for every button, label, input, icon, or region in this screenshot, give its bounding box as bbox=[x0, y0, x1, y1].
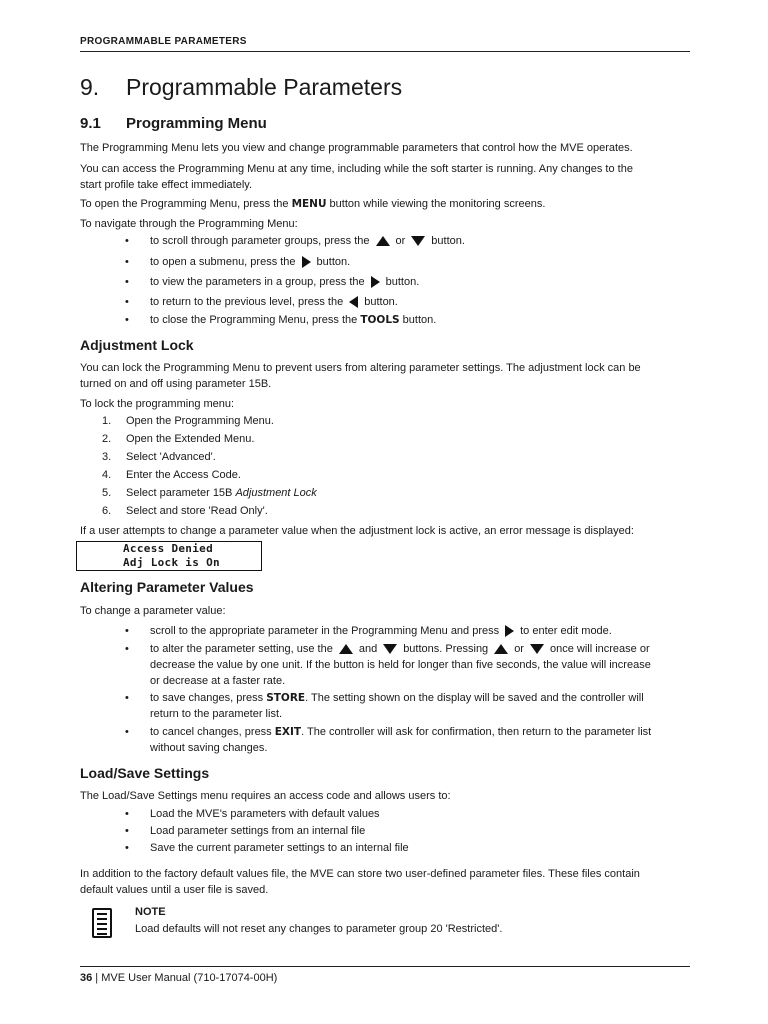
text: return to the parameter list. bbox=[150, 708, 283, 720]
bullet-dot: • bbox=[125, 314, 129, 326]
text: and bbox=[358, 643, 378, 655]
text: button while viewing the monitoring screens. bbox=[326, 198, 546, 210]
text: scroll to the appropriate parameter in the Programming Menu and press bbox=[150, 625, 500, 637]
left-arrow-icon bbox=[349, 296, 358, 308]
text: without saving changes. bbox=[150, 742, 268, 754]
note-document-icon bbox=[92, 908, 112, 938]
text: to open a submenu, press the bbox=[150, 256, 296, 268]
text: . The controller will ask for confirmation, then return to the parameter list bbox=[301, 726, 652, 738]
text: decrease the value by one unit. If the button is held for longer than five seconds, the value will increase bbox=[150, 659, 651, 671]
step-text: Open the Extended Menu. bbox=[126, 433, 255, 445]
up-arrow-icon bbox=[339, 644, 353, 654]
bullet-dot: • bbox=[125, 808, 129, 820]
load-save-heading: Load/Save Settings bbox=[80, 765, 210, 781]
intro-paragraph-2a: You can access the Programming Menu at any time, including while the soft starter is running. Any changes to the bbox=[80, 163, 633, 175]
step-text: Select and store 'Read Only'. bbox=[126, 505, 268, 517]
bullet-dot: • bbox=[125, 643, 129, 655]
down-arrow-icon bbox=[530, 644, 544, 654]
adjlock-paragraph-1a: You can lock the Programming Menu to prevent users from altering parameter settings. The adjustment lock can be bbox=[80, 362, 641, 374]
text: to return to the previous level, press the bbox=[150, 296, 344, 308]
nav-bullet-4 bbox=[150, 294, 690, 310]
section-title bbox=[80, 74, 402, 101]
text: . The setting shown on the display will be saved and the controller will bbox=[305, 692, 644, 704]
adjlock-paragraph-1b: turned on and off using parameter 15B. bbox=[80, 378, 272, 390]
text: to view the parameters in a group, press the bbox=[150, 276, 365, 288]
section-number: 9. bbox=[80, 74, 100, 100]
altering-paragraph-1: To change a parameter value: bbox=[80, 605, 226, 617]
nav-bullet-3 bbox=[150, 274, 690, 290]
document-title: MVE User Manual (710-17074-00H) bbox=[101, 972, 278, 984]
loadsave-item: Load parameter settings from an internal file bbox=[150, 825, 366, 837]
up-arrow-icon bbox=[376, 236, 390, 246]
adjustment-lock-heading: Adjustment Lock bbox=[80, 337, 194, 353]
text: or bbox=[395, 235, 406, 247]
text: To open the Programming Menu, press the bbox=[80, 198, 292, 210]
text: or decrease at a faster rate. bbox=[150, 675, 286, 687]
right-arrow-icon bbox=[302, 256, 311, 268]
manual-page bbox=[80, 0, 690, 1024]
bullet-dot: • bbox=[125, 235, 129, 247]
bullet-dot: • bbox=[125, 726, 129, 738]
loadsave-item: Save the current parameter settings to an internal file bbox=[150, 842, 409, 854]
up-arrow-icon bbox=[494, 644, 508, 654]
note-title: NOTE bbox=[135, 906, 166, 918]
bullet-dot: • bbox=[125, 256, 129, 268]
step-number: 6. bbox=[102, 505, 112, 517]
nav-bullet-2 bbox=[150, 254, 690, 270]
adjlock-paragraph-3: If a user attempts to change a parameter value when the adjustment lock is active, an error message is displayed: bbox=[80, 525, 634, 537]
text: to close the Programming Menu, press the bbox=[150, 314, 361, 326]
lcd-line-2: Adj Lock is On bbox=[123, 556, 220, 569]
loadsave-paragraph-2a: In addition to the factory default values file, the MVE can store two user-defined parameter files. These files contain bbox=[80, 868, 640, 880]
altering-bullet-2 bbox=[150, 641, 690, 689]
running-head: PROGRAMMABLE PARAMETERS bbox=[80, 36, 247, 47]
altering-heading: Altering Parameter Values bbox=[80, 579, 254, 595]
intro-paragraph-3 bbox=[80, 196, 690, 212]
exit-button-label: EXIT bbox=[274, 726, 302, 738]
altering-bullet-3 bbox=[150, 690, 690, 722]
altering-bullet-4 bbox=[150, 724, 690, 756]
bullet-dot: • bbox=[125, 296, 129, 308]
text: to cancel changes, press bbox=[150, 726, 275, 738]
nav-bullet-5 bbox=[150, 312, 690, 328]
step-number: 1. bbox=[102, 415, 112, 427]
step-number: 5. bbox=[102, 487, 112, 499]
step-text: Open the Programming Menu. bbox=[126, 415, 274, 427]
intro-paragraph-1: The Programming Menu lets you view and change programmable parameters that control how the MVE operates. bbox=[80, 142, 633, 154]
subsection-title bbox=[80, 115, 267, 132]
section-title-text: Programmable Parameters bbox=[126, 74, 403, 100]
right-arrow-icon bbox=[371, 276, 380, 288]
store-button-label: STORE bbox=[266, 692, 306, 704]
subsection-title-text: Programming Menu bbox=[126, 115, 267, 132]
adjlock-paragraph-2: To lock the programming menu: bbox=[80, 398, 235, 410]
text: to enter edit mode. bbox=[520, 625, 612, 637]
parameter-name: Adjustment Lock bbox=[235, 487, 317, 499]
down-arrow-icon bbox=[383, 644, 397, 654]
lcd-error-display bbox=[76, 541, 262, 571]
text: Select parameter 15B bbox=[126, 487, 236, 499]
note-text: Load defaults will not reset any changes to parameter group 20 'Restricted'. bbox=[135, 923, 503, 935]
subsection-number: 9.1 bbox=[80, 115, 101, 132]
bullet-dot: • bbox=[125, 825, 129, 837]
text: once will increase or bbox=[549, 643, 650, 655]
text: button. bbox=[385, 276, 420, 288]
intro-paragraph-2b: start profile take effect immediately. bbox=[80, 179, 252, 191]
loadsave-paragraph-2b: default values until a user file is saved. bbox=[80, 884, 269, 896]
step-text: Select 'Advanced'. bbox=[126, 451, 216, 463]
bullet-dot: • bbox=[125, 842, 129, 854]
footer-rule bbox=[80, 966, 690, 967]
text: button. bbox=[364, 296, 398, 308]
bullet-dot: • bbox=[125, 625, 129, 637]
nav-bullet-1 bbox=[150, 233, 690, 249]
tools-button-label: TOOLS bbox=[360, 314, 400, 326]
bullet-dot: • bbox=[125, 276, 129, 288]
step-text: Enter the Access Code. bbox=[126, 469, 241, 481]
page-footer bbox=[80, 972, 277, 984]
text: button. bbox=[431, 235, 465, 247]
text: or bbox=[514, 643, 524, 655]
text: to save changes, press bbox=[150, 692, 267, 704]
down-arrow-icon bbox=[411, 236, 425, 246]
header-rule bbox=[80, 51, 690, 52]
text: button. bbox=[399, 314, 437, 326]
menu-button-label: MENU bbox=[291, 198, 327, 210]
altering-bullet-1 bbox=[150, 623, 690, 639]
text: to alter the parameter setting, use the bbox=[150, 643, 333, 655]
bullet-dot: • bbox=[125, 692, 129, 704]
footer-separator: | bbox=[92, 972, 102, 984]
loadsave-item: Load the MVE's parameters with default values bbox=[150, 808, 380, 820]
step-number: 3. bbox=[102, 451, 112, 463]
page-number: 36 bbox=[80, 972, 93, 984]
step-number: 2. bbox=[102, 433, 112, 445]
text: to scroll through parameter groups, press the bbox=[150, 235, 370, 247]
loadsave-paragraph-1: The Load/Save Settings menu requires an access code and allows users to: bbox=[80, 790, 451, 802]
lcd-line-1: Access Denied bbox=[123, 542, 213, 555]
intro-paragraph-4: To navigate through the Programming Menu: bbox=[80, 218, 298, 230]
step-text bbox=[126, 485, 317, 501]
step-number: 4. bbox=[102, 469, 112, 481]
text: buttons. Pressing bbox=[403, 643, 489, 655]
text: button. bbox=[316, 256, 351, 268]
right-arrow-icon bbox=[505, 625, 514, 637]
